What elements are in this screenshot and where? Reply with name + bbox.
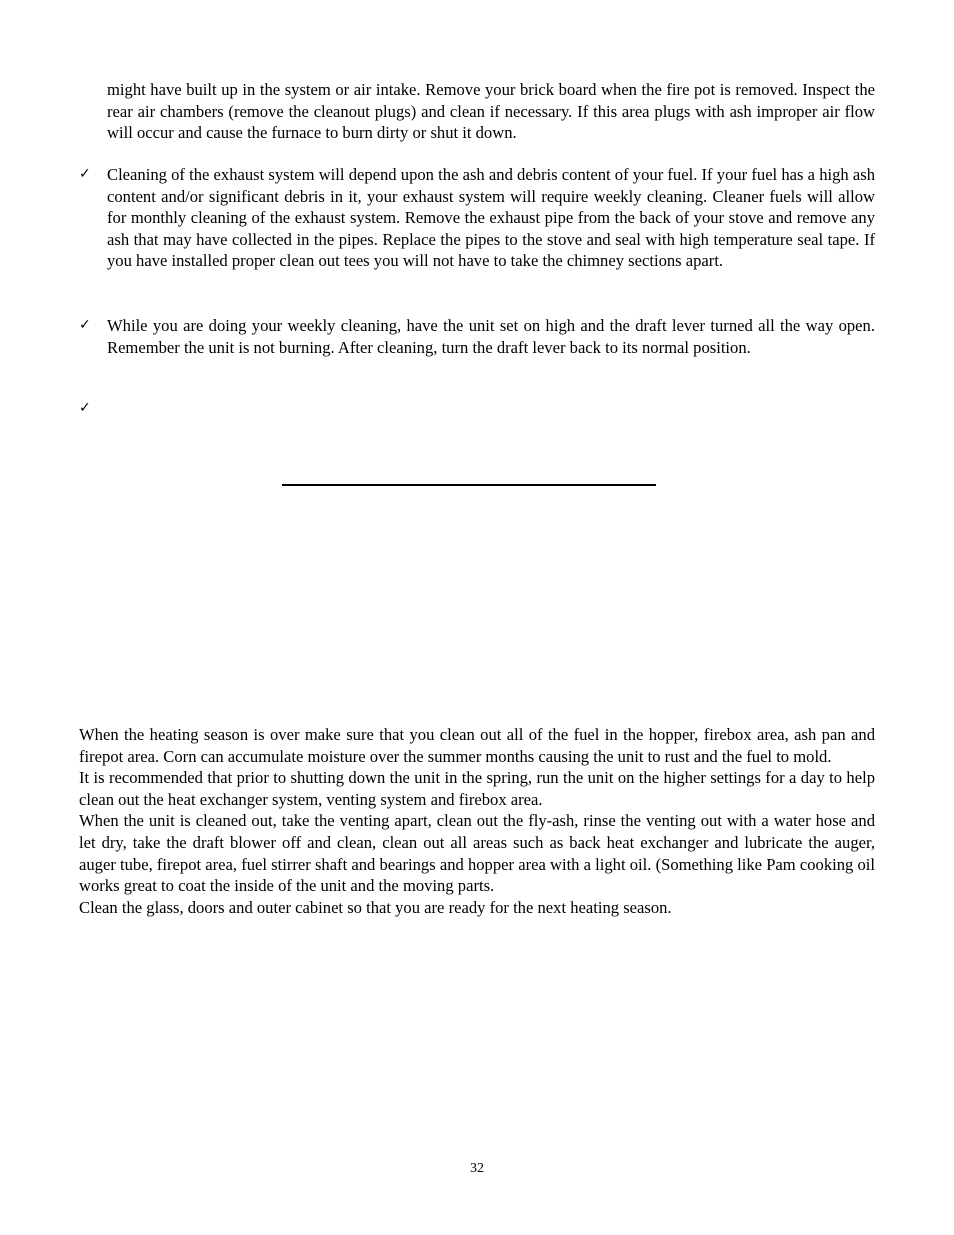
storage-paragraph: It is recommended that prior to shutting down the unit in the spring, run the unit on the higher settings for a day to help clean out the heat exchanger system, venting system and firebox area. [79,768,875,809]
storage-paragraph: When the unit is cleaned out, take the venting apart, clean out the fly-ash, rinse the venting out with a water hose and let dry, take the draft blower off and clean, clean out all areas such as back heat exchanger and lubricate the auger, auger tube, firepot area, fuel stirrer shaft and bearings and hopper area with a light oil. (Something like Pam cooking oil works great to coat the inside of the unit and the moving parts. [79,811,875,896]
bullet-item-weekly-cleaning [79,315,875,358]
check-mark-icon: ✓ [79,317,91,333]
bullet-text: While you are doing your weekly cleaning, have the unit set on high and the draft lever turned all the way open. Remember the unit is not burning. After cleaning, turn the draft lever back to its normal position. [107,316,875,357]
storage-paragraph: When the heating season is over make sure that you clean out all of the fuel in the hopper, firebox area, ash pan and firepot area. Corn can accumulate moisture over the summer months causing the unit to rust and the fuel to mold. [79,725,875,766]
bullet-item-exhaust-cleaning [79,164,875,272]
bullet-text: Cleaning of the exhaust system will depend upon the ash and debris content of your fuel. If your fuel has a high ash content and/or significant debris in it, your exhaust system will require weekly cleaning. Cleaner fuels will allow for monthly cleaning of the exhaust system. Remove the exhaust pipe from the back of your stove and remove any ash that may have collected in the pipes. Replace the pipes to the stove and seal with high temperature seal tape. If you have installed proper clean out tees you will not have to take the chimney sections apart. [107,165,875,271]
continuation-paragraph: might have built up in the system or air intake. Remove your brick board when the fire pot is removed. Inspect the rear air chambers (remove the cleanout plugs) and clean if necessary. If this area plugs with ash improper air flow will occur and cause the furnace to burn dirty or shut it down. [107,80,875,143]
check-mark-icon: ✓ [79,400,91,416]
page-number: 32 [470,1161,484,1176]
check-mark-icon: ✓ [79,166,91,182]
heading-underline-rule [282,484,656,486]
storage-paragraph: Clean the glass, doors and outer cabinet so that you are ready for the next heating season. [79,897,672,917]
end-of-season-section [79,724,875,918]
